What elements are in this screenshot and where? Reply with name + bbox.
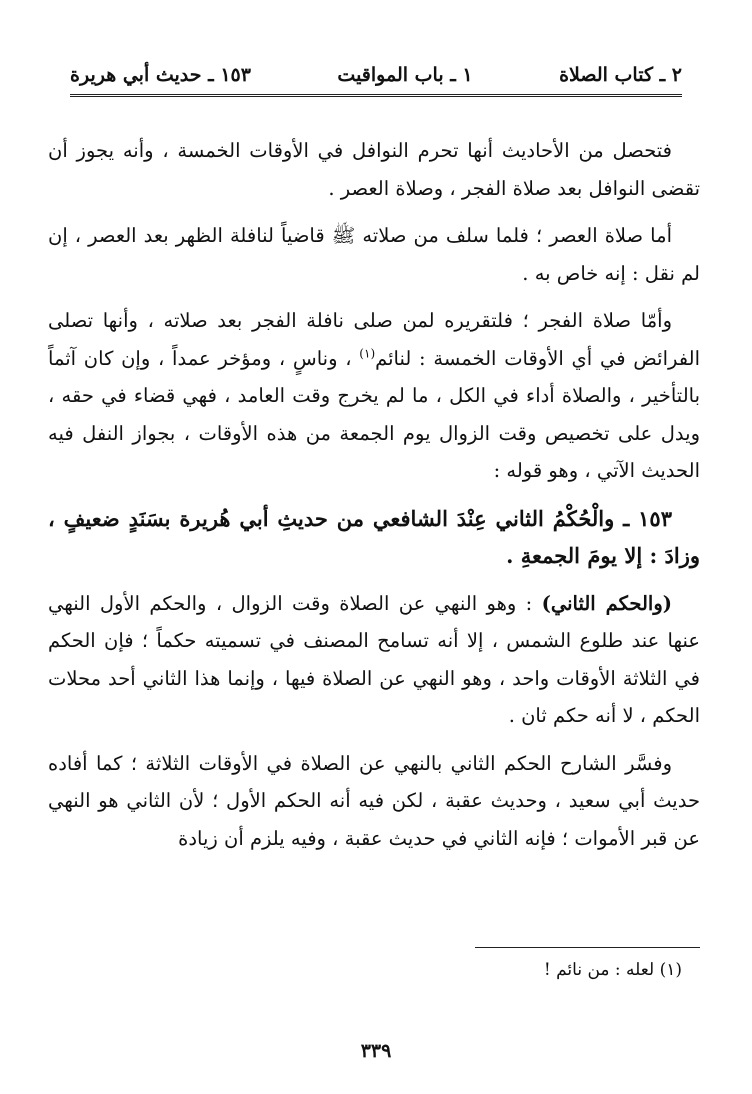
paragraph-second-ruling bbox=[48, 585, 700, 735]
second-ruling-term: (والحكم الثاني) bbox=[541, 591, 672, 615]
footnote-divider bbox=[475, 947, 700, 948]
page-number: ٣٣٩ bbox=[360, 1040, 392, 1062]
footnote-marker: (١) bbox=[359, 346, 376, 360]
body-text bbox=[48, 132, 700, 867]
paragraph-commentary: وفسَّر الشارح الحكم الثاني بالنهي عن الصلاة في الأوقات الثلاثة ؛ كما أفاده حديث أبي سعيد ، وحديث عقبة ، لكن فيه أنه الحكم الأول ؛ لأن الثاني هو النهي عن قبر الأموات ؛ فإنه الثاني في حديث عقبة ، وفيه يلزم أن زيادة bbox=[48, 751, 700, 850]
header-chapter-title: ١ ـ باب المواقيت bbox=[337, 64, 473, 86]
running-header bbox=[70, 58, 682, 97]
header-book-title: ٢ ـ كتاب الصلاة bbox=[559, 64, 682, 86]
hadith-text: ١٥٣ ـ والْحُكْمُ الثاني عِنْدَ الشافعي من حديثِ أبي هُريرة بسَنَدٍ ضعيفٍ ، وزادَ : إلا يومَ الجمعةِ . bbox=[48, 505, 700, 568]
paragraph-fajr-text-a: وأمّا صلاة الفجر ؛ فلتقريره لمن صلى نافلة الفجر بعد صلاته ، وأنها تصلى الفرائض في أي الأوقات الخمسة : لنائم bbox=[48, 309, 700, 370]
second-ruling-text: : وهو النهي عن الصلاة وقت الزوال ، والحكم الأول النهي عنها عند طلوع الشمس ، إلا أنه تسامح المصنف في تسميته حكماً ؛ فإن الحكم في الثلاثة الأوقات واحد ، وهو النهي عن الصلاة فيها ، وإنما هذا الثاني أحد محلات الحكم ، لا أنه حكم ثان . bbox=[48, 591, 700, 727]
paragraph-fajr-text-b: ، وناسٍ ، ومؤخر عمداً ، وإن كان آثماً بالتأخير ، والصلاة أداء في الكل ، ما لم يخرج وقت العامد ، فهي قضاء في حقه ، ويدل على تخصيص وقت الزوال يوم الجمعة من هذه الأوقات ، بجواز النفل فيه الحديث الآتي ، وهو قوله : bbox=[48, 346, 700, 482]
paragraph-conclusion: فتحصل من الأحاديث أنها تحرم النوافل في الأوقات الخمسة ، وأنه يجوز أن تقضى النوافل بعد صلاة الفجر ، وصلاة العصر . bbox=[48, 139, 700, 200]
footnote: (١) لعله : من نائم ! bbox=[543, 960, 682, 980]
paragraph-fajr-prayer bbox=[48, 302, 700, 490]
paragraph-asr-prayer: أما صلاة العصر ؛ فلما سلف من صلاته ﷺ قاضياً لنافلة الظهر بعد العصر ، إن لم نقل : إنه خاص به . bbox=[48, 224, 700, 285]
header-hadith-ref: ١٥٣ ـ حديث أبي هريرة bbox=[70, 64, 251, 86]
